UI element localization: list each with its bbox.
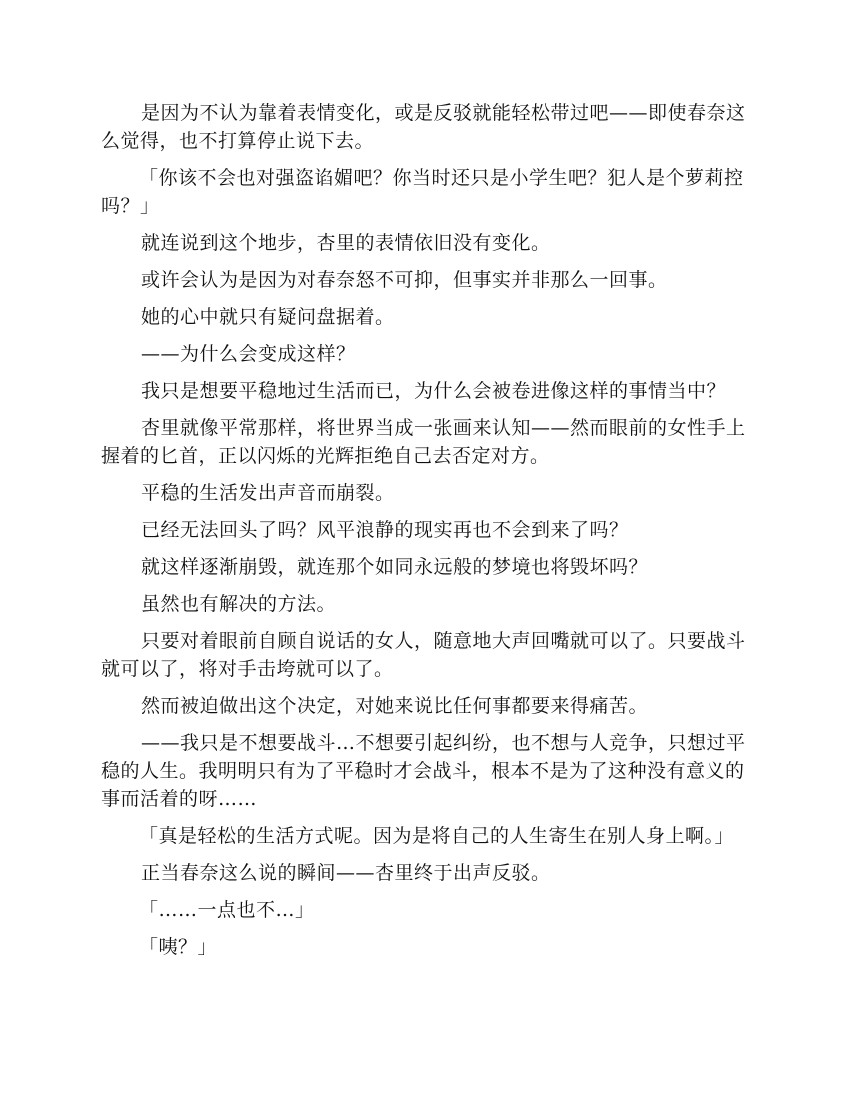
document-page [101, 99, 751, 970]
paragraph-17: 正当春奈这么说的瞬间——杏里终于出声反驳。 [141, 862, 551, 884]
paragraph-18: 「……一点也不…」 [139, 899, 315, 921]
paragraph-9: 平稳的生活发出声音而崩裂。 [141, 482, 395, 504]
paragraph-1: 是因为不认为靠着表情变化，或是反驳就能轻松带过吧——即使春奈这么觉得，也不打算停止说下去。 [101, 102, 746, 152]
paragraph-4: 或许会认为是因为对春奈怒不可抑，但事实并非那么一回事。 [141, 269, 668, 291]
paragraph-2: 「你该不会也对强盗谄媚吧？你当时还只是小学生吧？犯人是个萝莉控吗？」 [101, 167, 744, 217]
paragraph-6: ——为什么会变成这样？ [141, 343, 356, 365]
paragraph-16: 「真是轻松的生活方式呢。因为是将自己的人生寄生在别人身上啊。」 [139, 825, 735, 847]
paragraph-19: 「咦？」 [139, 936, 218, 958]
paragraph-12: 虽然也有解决的方法。 [141, 593, 337, 615]
paragraph-10: 已经无法回头了吗？风平浪静的现实再也不会到来了吗？ [141, 519, 629, 541]
paragraph-5: 她的心中就只有疑问盘据着。 [141, 306, 395, 328]
paragraph-11: 就这样逐渐崩毁，就连那个如同永远般的梦境也将毁坏吗？ [141, 556, 649, 578]
paragraph-15: ——我只是不想要战斗…不想要引起纠纷，也不想与人竞争，只想过平稳的人生。我明明只有为了平稳时才会战斗，根本不是为了这种没有意义的事而活着的呀…… [101, 732, 746, 810]
paragraph-13: 只要对着眼前自顾自说话的女人，随意地大声回嘴就可以了。只要战斗就可以了，将对手击垮就可以了。 [101, 630, 746, 680]
paragraph-14: 然而被迫做出这个决定，对她来说比任何事都要来得痛苦。 [141, 695, 649, 717]
paragraph-7: 我只是想要平稳地过生活而已，为什么会被卷进像这样的事情当中？ [141, 380, 727, 402]
paragraph-3: 就连说到这个地步，杏里的表情依旧没有变化。 [141, 232, 551, 254]
paragraph-8: 杏里就像平常那样，将世界当成一张画来认知——然而眼前的女性手上握着的匕首，正以闪烁的光辉拒绝自己去否定对方。 [101, 417, 746, 467]
